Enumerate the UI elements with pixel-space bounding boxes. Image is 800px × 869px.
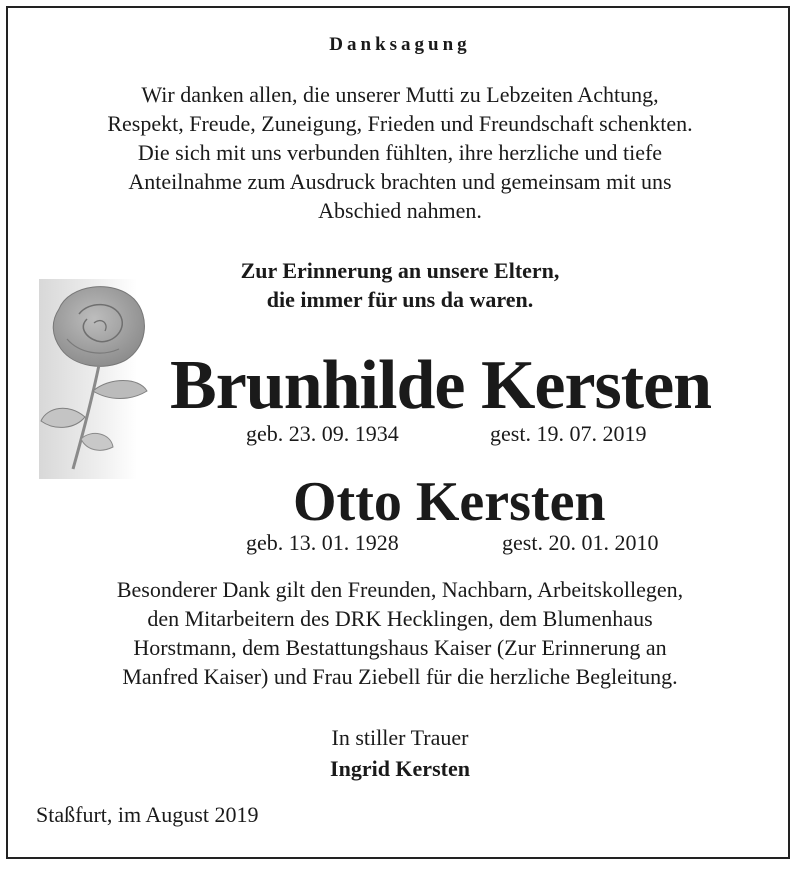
signer-name: Ingrid Kersten (330, 756, 470, 781)
intro-line: Anteilnahme zum Ausdruck brachten und gemeinsam mit uns (128, 169, 672, 194)
death-date-2: gest. 20. 01. 2010 (502, 530, 659, 555)
thanks-line: Besonderer Dank gilt den Freunden, Nachbarn, Arbeitskollegen, (116, 577, 684, 602)
memory-line: die immer für uns da waren. (266, 287, 534, 312)
thanks-line: Manfred Kaiser) und Frau Ziebell für die herzliche Begleitung. (122, 664, 678, 689)
intro-line: Abschied nahmen. (318, 198, 482, 223)
birth-date-2: geb. 13. 01. 1928 (246, 530, 399, 555)
mourning-block (0, 722, 800, 784)
intro-line: Die sich mit uns verbunden fühlten, ihre herzliche und tiefe (137, 140, 663, 165)
intro-paragraph (0, 80, 800, 225)
intro-line: Respekt, Freude, Zuneigung, Frieden und Freundschaft schenkten. (107, 111, 693, 136)
deceased-name-1: Brunhilde Kersten (170, 347, 712, 424)
thanks-line: den Mitarbeitern des DRK Hecklingen, dem Blumenhaus (147, 606, 653, 631)
thanks-paragraph (0, 575, 800, 691)
notice-heading: Danksagung (329, 34, 471, 55)
deceased-name-2: Otto Kersten (293, 471, 606, 533)
place-date: Staßfurt, im August 2019 (36, 802, 259, 827)
death-date-1: gest. 19. 07. 2019 (490, 421, 647, 446)
memory-line: Zur Erinnerung an unsere Eltern, (240, 258, 560, 283)
intro-line: Wir danken allen, die unserer Mutti zu Lebzeiten Achtung, (141, 82, 659, 107)
birth-date-1: geb. 23. 09. 1934 (246, 421, 399, 446)
thanks-line: Horstmann, dem Bestattungshaus Kaiser (Zur Erinnerung an (133, 635, 667, 660)
rose-icon (39, 279, 169, 479)
mourning-text: In stiller Trauer (331, 725, 469, 750)
